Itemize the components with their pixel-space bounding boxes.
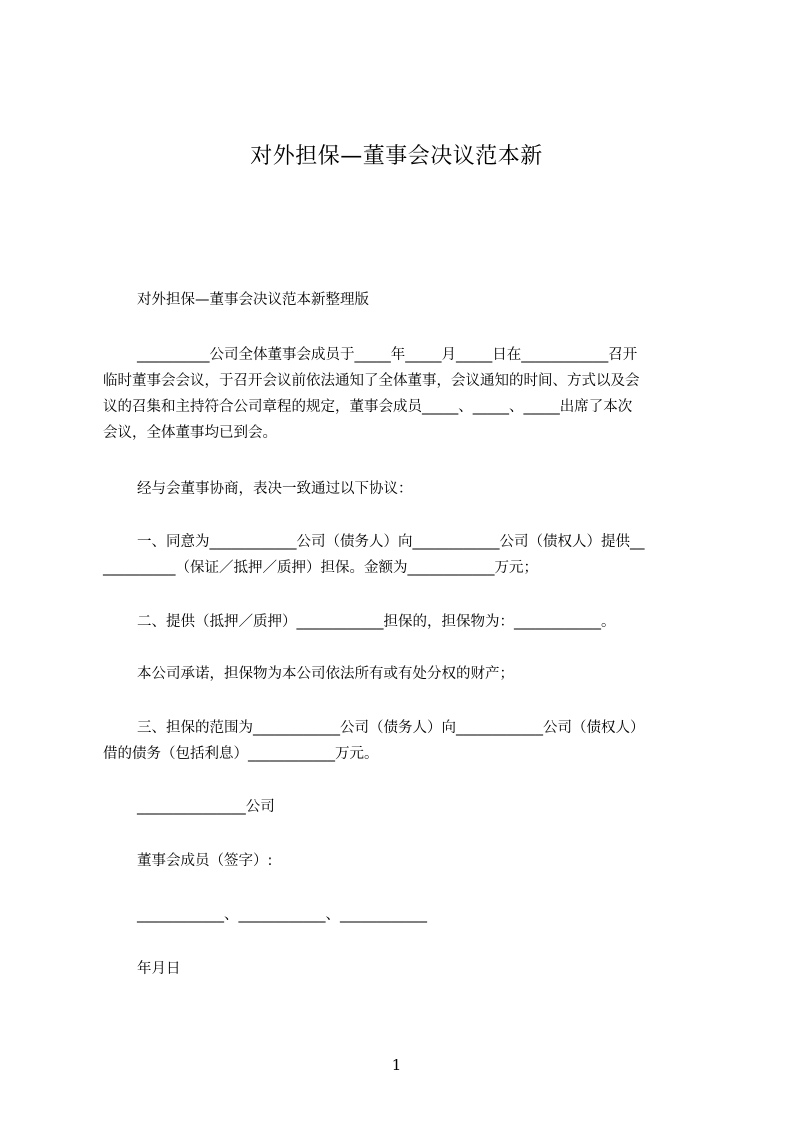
- board-signature-label: 董事会成员（签字）:: [137, 853, 273, 869]
- date-line: 年月日: [137, 961, 181, 977]
- intro-line-3: 议的召集和主持符合公司章程的规定，董事会成员_____、_____、_____出席了本次: [103, 399, 633, 415]
- intro-line-2: 临时董事会会议，于召开会议前依法通知了全体董事，会议通知的时间、方式以及会: [103, 373, 640, 389]
- consensus-paragraph: 经与会董事协商，表决一致通过以下协议：: [137, 481, 413, 497]
- item-three-line-2: 借的债务（包括利息）____________万元。: [103, 746, 379, 762]
- item-two-paragraph: 二、提供（抵押／质押）____________担保的，担保物为：____________。: [137, 614, 616, 630]
- company-signature-line: _______________公司: [137, 799, 275, 815]
- item-one-paragraph: [103, 529, 703, 581]
- item-one-line-1: 一、同意为____________公司（债务人）向____________公司（债权人）提供__: [137, 534, 645, 550]
- intro-paragraph: [103, 342, 703, 446]
- document-subtitle: 对外担保—董事会决议范本新整理版: [137, 292, 369, 308]
- intro-line-1: __________公司全体董事会成员于_____年_____月_____日在____________召开: [137, 347, 638, 363]
- commitment-paragraph: 本公司承诺，担保物为本公司依法所有或有处分权的财产；: [137, 666, 514, 682]
- intro-line-4: 会议，全体董事均已到会。: [103, 425, 277, 441]
- document-title: 对外担保—董事会决议范本新: [250, 144, 543, 169]
- item-one-line-2: __________（保证／抵押／质押）担保。金额为____________万元；: [103, 560, 538, 576]
- item-three-paragraph: [103, 715, 703, 767]
- item-three-line-1: 三、担保的范围为____________公司（债务人）向____________公司（债权人）: [137, 720, 645, 736]
- director-signature-lines: ____________、____________、____________: [137, 907, 427, 923]
- page-number: 1: [391, 1056, 402, 1074]
